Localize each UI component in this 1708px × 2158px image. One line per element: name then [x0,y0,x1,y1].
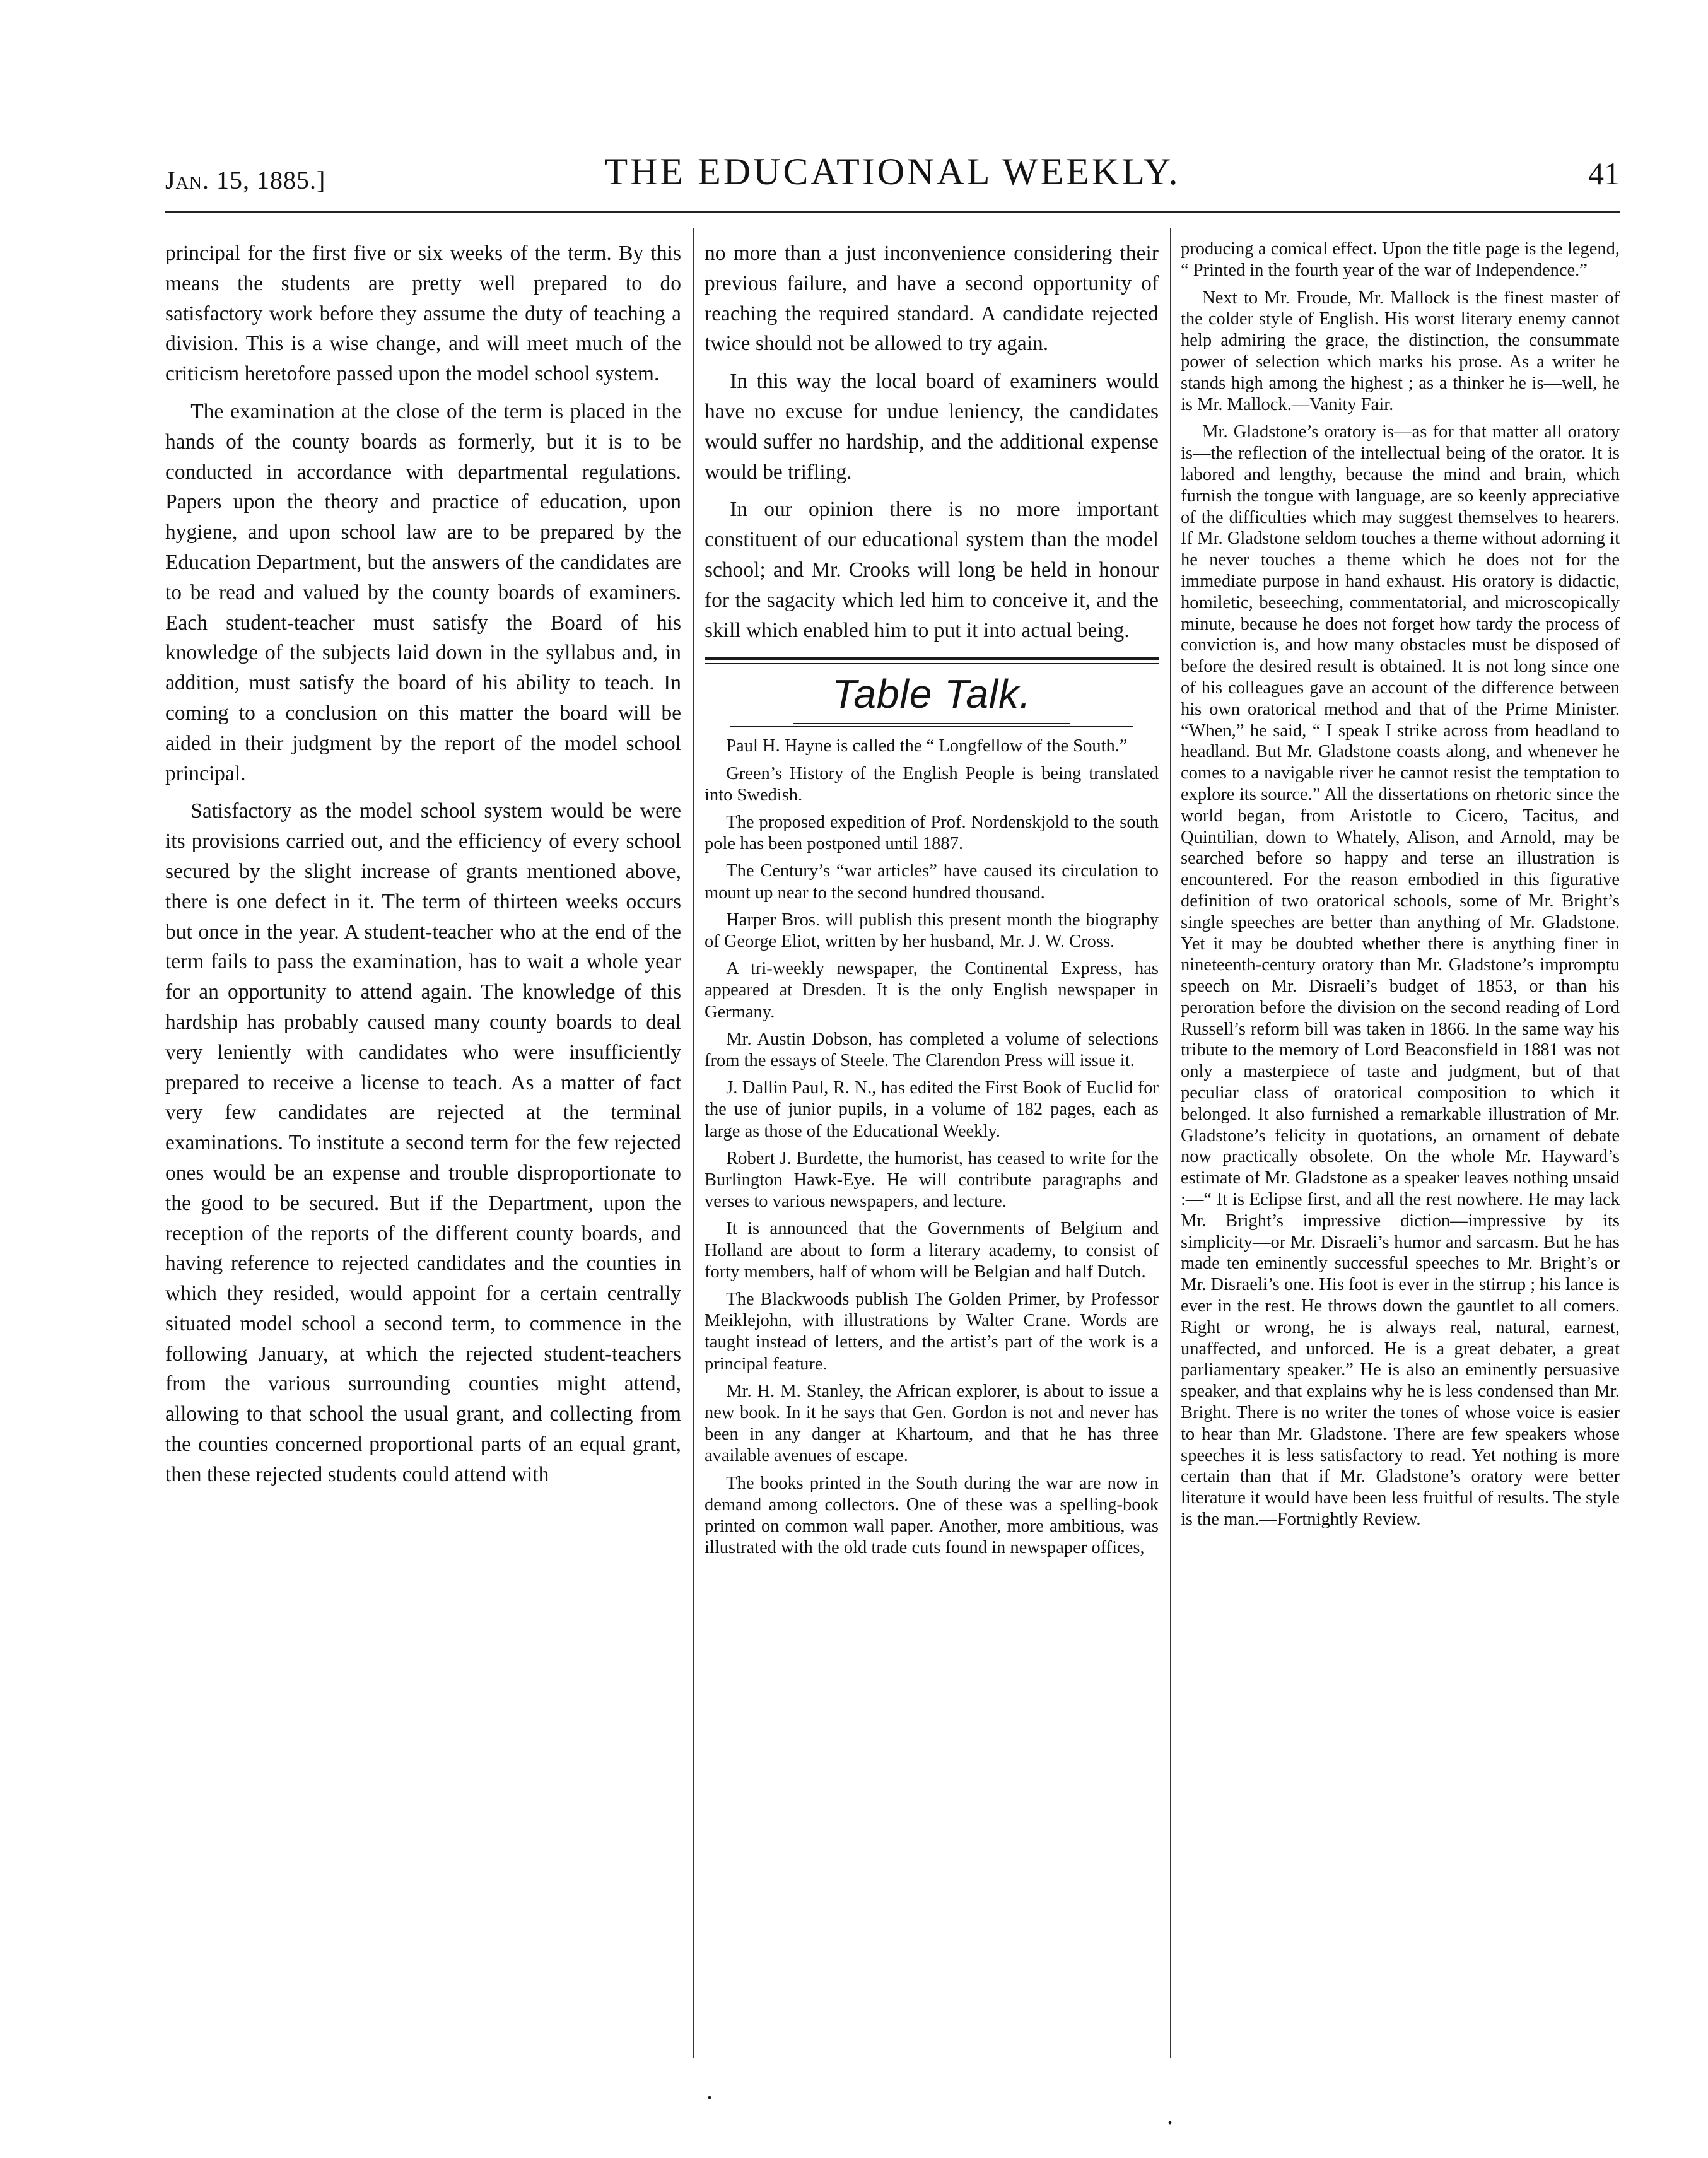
paragraph: Satisfactory as the model school system would be were its provisions carried out, and the efficiency of every school secured by the slight increase of grants mentioned above, there is one defect in it. The term of thirteen weeks occurs but once in the year. A student-teacher who at the end of the term fails to pass the examination, has to wait a whole year for an opportunity to attend again. The knowledge of this hardship has probably caused many county boards to deal very leniently with candidates who were insufficiently prepared to receive a license to teach. As a matter of fact very few candidates are rejected at the terminal examinations. To institute a second term for the few rejected ones would be an expense and trouble disproportionate to the good to be secured. But if the Department, upon the reception of the reports of the different county boards, and having reference to rejected candidates and the counties in which they resided, would appoint for a certain centrally situated model school a second term, to commence in the following January, at which the rejected student-teachers from the various surrounding counties might attend, allowing to that school the usual grant, and collecting from the counties concerned proportional parts of an equal grant, then these rejected students could attend with [165,799,681,1486]
news-item: It is announced that the Governments of Belgium and Holland are about to form a literary academy, to consist of forty members, half of whom will be Belgian and half Dutch. [705,1219,1159,1282]
heading-underline-thin [730,726,1133,727]
page-header [165,150,1620,207]
paragraph: In this way the local board of examiners would have no excuse for undue leniency, the candidates would suffer no hardship, and the additional expense would be trifling. [705,370,1159,484]
paragraph: The examination at the close of the term is placed in the hands of the county boards as formerly, but it is to be conducted in accordance with departmental regulations. Papers upon the theory and practice of education, upon hygiene, and upon school law are to be prepared by the Education Department, but the answers of the candidates are to be read and valued by the county boards of examiners. Each student-teacher must satisfy the Board of his knowledge of the subjects laid down in the syllabus and, in addition, must satisfy the board of his ability to teach. In coming to a conclusion on this matter the board will be aided in their judgment by the report of the model school principal. [165,399,681,785]
paragraph: Mr. Gladstone’s oratory is—as for that matter all oratory is—the reflection of the intellectual being of the orator. It is labored and lengthy, because the mind and brain, which furnish the tongue with language, are so keenly appreciative of the difficulties which may suggest themselves to hearers. If Mr. Gladstone seldom touches a theme without adorning it he never touches a theme which he does not for the immediate purpose in hand exhaust. His oratory is didactic, homiletic, beseeching, commentatorial, and microscopically minute, because he does not forget how tardy the process of conviction is, and how many obstacles must be disposed of before the desired result is obtained. It is not long since one of his colleagues gave an account of the difference between his own oratorical method and that of the Prime Minister. “When,” he said, “ I speak I strike across from headland to headland. But Mr. Gladstone coasts along, and whenever he comes to a navigable river he cannot resist the temptation to explore its source.” All the dissertations on rhetoric since the world began, from Aristotle to Cicero, Tacitus, and Quintilian, down to Whately, Alison, and Arnold, may be searched before so happy and terse an illustration is encountered. For the reason embodied in this figurative definition of two oratorical schools, some of Mr. Bright’s single speeches are better than anything of Mr. Gladstone. Yet it may be doubted whether there is anything finer in nineteenth-century oratory than Mr. Gladstone’s impromptu speech on Mr. Disraeli’s budget of 1853, or than his peroration before the division on the second reading of Lord Russell’s reform bill was taken in 1866. In the same way his tribute to the memory of Lord Beaconsfield in 1881 was not only a masterpiece of taste and judgment, but of that peculiar class of oratorical composition to which it belonged. It also furnished a remarkable illustration of Mr. Gladstone’s felicity in quotations, an ornament of debate now practically obsolete. On the whole Mr. Hayward’s estimate of Mr. Gladstone as a speaker leaves nothing unsaid :—“ It is Eclipse first, and all the rest nowhere. He may lack Mr. Bright’s impressive diction—impressive by its simplicity—or Mr. Disraeli’s humor and sarcasm. But he has made ten eminently successful speeches to Mr. Bright’s or Mr. Disraeli’s one. His foot is ever in the stirrup ; his lance is ever in the rest. He throws down the gauntlet to all comers. Right or wrong, he is always real, natural, earnest, unaffected, and unforced. He is a great debater, a great parliamentary speaker.” He is also an eminently persuasive speaker, and that explains why he is less condensed than Mr. Bright. There is no writer the tones of whose voice is easier to hear than Mr. Gladstone. There are few speakers whose speeches it is less satisfactory to read. Yet nothing is more certain than that if Mr. Gladstone’s oratory were better literature it would have been less fruitful of results. The style is the man.—Fortnightly Review. [1181,422,1620,1530]
news-item: The proposed expedition of Prof. Nordenskjold to the south pole has been postponed until 1887. [705,812,1159,854]
news-item: J. Dallin Paul, R. N., has edited the First Book of Euclid for the use of junior pupils, in a volume of 182 pages, each as large as those of the Educational Weekly. [705,1078,1159,1141]
journal-title: THE EDUCATIONAL WEEKLY. [604,151,1181,192]
table-talk-items [705,736,1159,1559]
heading-underline [793,723,1070,724]
news-item: Paul H. Hayne is called the “ Longfellow of the South.” [726,736,1128,756]
print-speck: . [1167,2101,1173,2130]
print-speck: . [706,2076,713,2104]
page-number: 41 [1588,156,1620,191]
header-rule [165,211,1620,213]
paragraph: In our opinion there is no more important constituent of our educational system than the model school; and Mr. Crooks will long be held in honour for the sagacity which led him to conceive it, and the skill which enabled him to put it into actual being. [705,498,1159,642]
news-item: The Century’s “war articles” have caused its circulation to mount up near to the second hundred thousand. [705,861,1159,903]
news-item: The books printed in the South during the war are now in demand among collectors. One of these was a spelling-book printed on common wall paper. Another, more ambitious, was illustrated with the old trade cuts found in newspaper offices, [705,1473,1159,1558]
news-item: Harper Bros. will publish this present month the biography of George Eliot, written by her husband, Mr. J. W. Cross. [705,910,1159,951]
issue-date: Jan. 15, 1885.] [165,166,326,194]
column-divider-1 [693,228,694,2058]
news-item: Mr. Austin Dobson, has completed a volume of selections from the essays of Steele. The Clarendon Press will issue it. [705,1029,1159,1070]
news-item: A tri-weekly newspaper, the Continental Express, has appeared at Dresden. It is the only English newspaper in Germany. [705,959,1159,1022]
news-item: Green’s History of the English People is being translated into Swedish. [705,763,1159,805]
paragraph: producing a comical effect. Upon the title page is the legend, “ Printed in the fourth year of the war of Independence.” [1181,239,1620,280]
heading-rule-thin [705,663,1159,664]
paragraph: Next to Mr. Froude, Mr. Mallock is the finest master of the colder style of English. His worst literary enemy cannot help admiring the grace, the distinction, the consummate power of selection which marks his prose. As a writer he stands high among the highest ; as a thinker he is—well, he is Mr. Mallock.—Vanity Fair. [1181,288,1620,414]
paragraph: principal for the first five or six weeks of the term. By this means the students are pretty well prepared to do satisfactory work before they assume the duty of teaching a division. This is a wise change, and will meet much of the criticism heretofore passed upon the model school system. [165,242,681,386]
column-divider-2 [1170,228,1171,2058]
paragraph: no more than a just inconvenience considering their previous failure, and have a second opportunity of reaching the required standard. A candidate rejected twice should not be allowed to try again. [705,242,1159,356]
news-item: The Blackwoods publish The Golden Primer, by Professor Meiklejohn, with illustrations by Walter Crane. Words are taught instead of letters, and the artist’s part of the work is a principal feature. [705,1289,1159,1374]
column-3 [1181,238,1620,2055]
column-1 [165,238,681,2055]
column-2 [705,238,1159,2055]
table-talk-heading-block [705,657,1159,727]
news-item: Robert J. Burdette, the humorist, has ceased to write for the Burlington Hawk-Eye. He will contribute paragraphs and verses to various newspapers, and lecture. [705,1148,1159,1212]
heading-rule-thick [705,657,1159,660]
section-title: Table Talk. [832,671,1031,717]
news-item: Mr. H. M. Stanley, the African explorer, is about to issue a new book. In it he says that Gen. Gordon is not and never has been in any danger at Khartoum, and that he has three available avenues of escape. [705,1381,1159,1466]
